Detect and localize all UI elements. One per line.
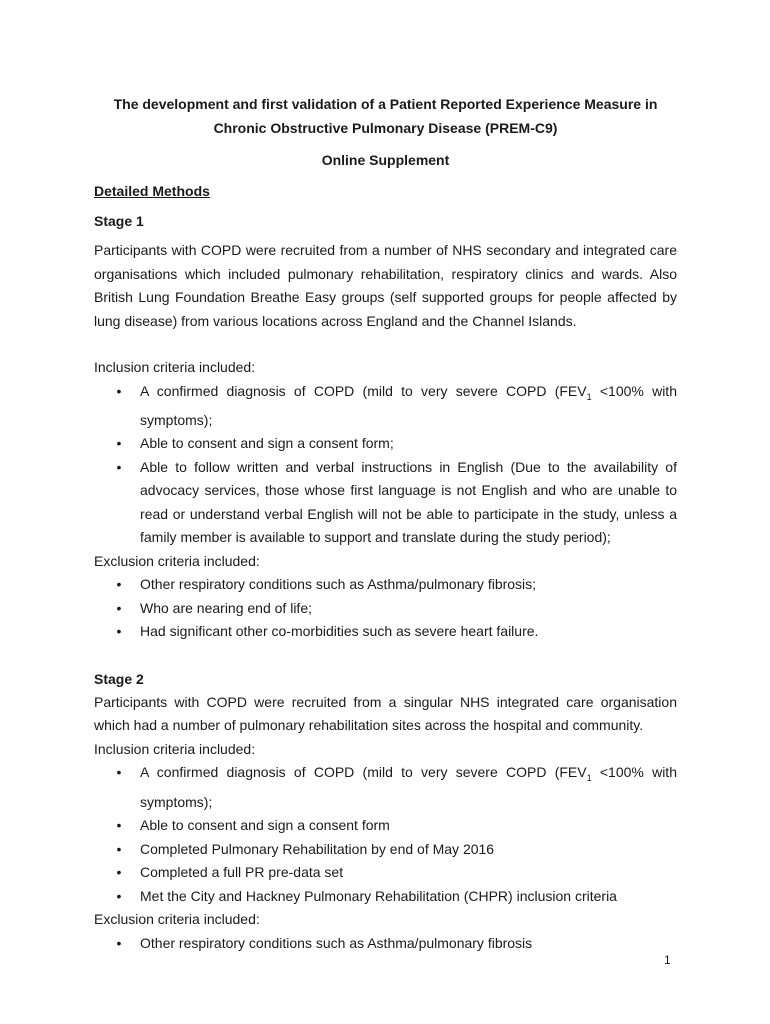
list-item: • A confirmed diagnosis of COPD (mild to very severe COPD ($FEV_1 <100\%$ with symptoms); — [94, 761, 677, 814]
bullet-icon: • — [116, 623, 122, 640]
document-subtitle: Online Supplement — [321, 152, 450, 168]
stage-2-exclusion-list — [94, 932, 677, 956]
bullet-icon: • — [116, 576, 122, 593]
list-item: • Able to consent and sign a consent form; — [94, 432, 677, 456]
list-item: • Met the City and Hackney Pulmonary Rehabilitation (CHPR) inclusion criteria — [94, 885, 677, 909]
document-page — [94, 92, 677, 955]
bullet-icon: • — [116, 887, 122, 904]
list-item: • Who are nearing end of life; — [94, 597, 677, 621]
stage-1-inclusion-label: Inclusion criteria included: — [94, 359, 256, 375]
title-line-2: Chronic Obstructive Pulmonary Disease (PREM-C9) — [213, 120, 558, 136]
bullet-icon: • — [116, 817, 122, 834]
stage-1-exclusion-label: Exclusion criteria included: — [94, 552, 260, 569]
page-number: 1 — [664, 953, 671, 967]
list-item: • A confirmed diagnosis of COPD (mild to very severe COPD ($FEV_1 <100\%$ with symptoms); — [94, 380, 677, 433]
list-item: • Other respiratory conditions such as Asthma/pulmonary fibrosis — [94, 932, 677, 956]
bullet-icon: • — [116, 864, 122, 881]
stage-1-exclusion-list — [94, 573, 677, 644]
document-title — [94, 92, 677, 140]
list-item: • Able to consent and sign a consent form — [94, 814, 677, 838]
bullet-icon: • — [116, 764, 122, 781]
stage-2-inclusion-list — [94, 761, 677, 908]
title-line-1: The development and first validation of a Patient Reported Experience Measure in — [113, 96, 658, 112]
bullet-icon: • — [116, 382, 122, 399]
stage-1-heading: Stage 1 — [94, 213, 144, 229]
stage-1-paragraph: Participants with COPD were recruited from a number of NHS secondary and integrated care organisations which included pulmonary rehabilitation, respiratory clinics and wards. Also British Lung Foundation Breathe Easy groups (self supported groups for people affected by lung disease) from various locations across England and the Channel Islands. — [94, 242, 677, 329]
stage-2-exclusion-label: Exclusion criteria included: — [94, 911, 260, 928]
stage-2-paragraph: Participants with COPD were recruited from a singular NHS integrated care organisation which had a number of pulmonary rehabilitation sites across the hospital and community. — [94, 693, 677, 734]
bullet-icon: • — [116, 840, 122, 857]
list-item: • Able to follow written and verbal instructions in English (Due to the availability of advocacy services, those whose first language is not English and who are unable to read or understand verbal English will not be able to participate in the study, unless a family member is available to support and translate during the study period); — [94, 456, 677, 550]
list-item: • Other respiratory conditions such as Asthma/pulmonary fibrosis; — [94, 573, 677, 597]
stage-1-inclusion-list — [94, 380, 677, 550]
list-item: • Completed Pulmonary Rehabilitation by end of May 2016 — [94, 838, 677, 862]
bullet-icon: • — [116, 599, 122, 616]
bullet-icon: • — [116, 458, 122, 475]
bullet-icon: • — [116, 934, 122, 951]
stage-2-heading: Stage 2 — [94, 670, 144, 687]
list-item: • Completed a full PR pre-data set — [94, 861, 677, 885]
stage-2-inclusion-label: Inclusion criteria included: — [94, 740, 256, 757]
bullet-icon: • — [116, 435, 122, 452]
list-item: • Had significant other co-morbidities such as severe heart failure. — [94, 620, 677, 644]
section-heading-detailed-methods: Detailed Methods — [94, 183, 210, 199]
